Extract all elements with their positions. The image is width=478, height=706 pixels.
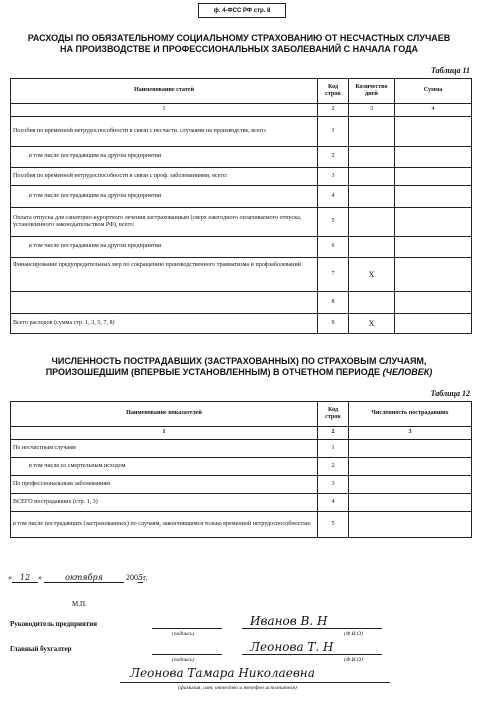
table-row — [11, 476, 472, 494]
t11-colnum-4: 4 — [395, 104, 472, 117]
row-days: Х — [349, 314, 395, 334]
row-code: 5 — [318, 512, 349, 538]
row-sum[interactable] — [395, 186, 472, 208]
row-code: 1 — [318, 117, 349, 147]
table11-title — [10, 33, 468, 55]
t11-colnum-1: 1 — [11, 104, 318, 117]
head-fio-caption: (Ф.И.О) — [344, 631, 363, 637]
row-sum[interactable] — [395, 208, 472, 237]
table-row — [11, 117, 472, 147]
t12-header-code: Код строк — [318, 402, 349, 427]
row-code: 2 — [318, 458, 349, 476]
date-quote-open: « — [8, 573, 12, 582]
table11 — [10, 78, 472, 334]
table11-number: Таблица 11 — [431, 66, 470, 75]
row-days[interactable] — [349, 292, 395, 314]
head-name-line[interactable] — [242, 628, 382, 629]
date-day[interactable]: 12 — [12, 573, 38, 583]
table12-title-unit: (ЧЕЛОВЕК) — [382, 367, 433, 377]
stamp-placeholder: М.П. — [72, 600, 87, 608]
row-name: в том числе пострадавшим на другом предприятии — [11, 186, 318, 208]
row-days[interactable] — [349, 147, 395, 168]
executor-name: Леонова Тамара Николаевна — [130, 666, 315, 680]
row-name: в том числе пострадавших (застрахованных) по случаям, закончившимся только временной нетрудоспособностью — [11, 512, 318, 538]
head-name: Иванов В. Н — [250, 614, 328, 628]
t12-colnum-2: 2 — [318, 427, 349, 440]
row-code: 5 — [318, 208, 349, 237]
row-code: 9 — [318, 314, 349, 334]
table-row — [11, 512, 472, 538]
head-label: Руководитель предприятия — [10, 620, 98, 628]
row-name: Пособия по временной нетрудоспособности в связи с несчастн. случаями на производстве, всего: — [11, 117, 318, 147]
row-sum[interactable] — [395, 117, 472, 147]
table-row — [11, 458, 472, 476]
table11-title-line1: РАСХОДЫ ПО ОБЯЗАТЕЛЬНОМУ СОЦИАЛЬНОМУ СТРАХОВАНИЮ ОТ НЕСЧАСТНЫХ СЛУЧАЕВ — [27, 33, 451, 43]
date-quote-close: » — [38, 573, 42, 582]
row-code: 1 — [318, 440, 349, 458]
row-days: Х — [349, 258, 395, 292]
accountant-name-line[interactable] — [242, 654, 382, 655]
report-date — [8, 573, 147, 583]
table12-title-line2: ПРОИЗОШЕДШИМ (ВПЕРВЫЕ УСТАНОВЛЕННЫМ) В ОТЧЕТНОМ ПЕРИОДЕ — [45, 367, 381, 377]
t12-header-count: Численность пострадавших — [349, 402, 472, 427]
row-code: 4 — [318, 494, 349, 512]
accountant-name: Леонова Т. Н — [250, 640, 334, 654]
table-row — [11, 208, 472, 237]
table11-title-line2: НА ПРОИЗВОДСТВЕ И ПРОФЕССИОНАЛЬНЫХ ЗАБОЛЕВАНИЙ С НАЧАЛА ГОДА — [59, 44, 418, 54]
row-name: в том числе пострадавшим на другом предприятии — [11, 237, 318, 258]
row-name — [11, 292, 318, 314]
date-year-prefix: 200 — [126, 573, 138, 582]
table12 — [10, 401, 472, 538]
row-name: ВСЕГО пострадавших (стр. 1, 3) — [11, 494, 318, 512]
row-name: в том числе пострадавшим на другом предприятии — [11, 147, 318, 168]
t11-header-name: Наименование статей — [11, 79, 318, 104]
row-name: Финансирование предупредительных мер по сокращению производственного травматизма и профзаболеваний — [11, 258, 318, 292]
t11-colnum-2: 2 — [318, 104, 349, 117]
accountant-signature-line[interactable] — [152, 654, 222, 655]
table12-title — [10, 356, 468, 378]
row-sum[interactable] — [395, 292, 472, 314]
row-count[interactable] — [349, 512, 472, 538]
row-code: 8 — [318, 292, 349, 314]
row-count[interactable] — [349, 494, 472, 512]
row-count[interactable] — [349, 458, 472, 476]
row-days[interactable] — [349, 208, 395, 237]
row-code: 2 — [318, 147, 349, 168]
form-code-box — [198, 3, 286, 18]
t11-header-days: Количество дней — [349, 79, 395, 104]
row-name: Всего расходов (сумма стр. 1, 3, 5, 7, 8) — [11, 314, 318, 334]
head-signature-line[interactable] — [152, 628, 222, 629]
accountant-label: Главный бухгалтер — [10, 645, 72, 653]
row-sum[interactable] — [395, 258, 472, 292]
table-row — [11, 440, 472, 458]
t11-colnum-3: 3 — [349, 104, 395, 117]
table-row — [11, 292, 472, 314]
t12-colnum-3: 3 — [349, 427, 472, 440]
row-code: 6 — [318, 237, 349, 258]
table-row — [11, 147, 472, 168]
row-code: 3 — [318, 168, 349, 186]
executor-line[interactable] — [120, 682, 390, 683]
head-signature-caption: (подпись) — [172, 631, 195, 637]
t12-header-name: Наименование показателей — [11, 402, 318, 427]
row-days[interactable] — [349, 168, 395, 186]
row-code: 7 — [318, 258, 349, 292]
row-code: 4 — [318, 186, 349, 208]
date-suffix: г. — [143, 573, 148, 582]
row-days[interactable] — [349, 237, 395, 258]
executor-caption: (фамилия, имя, отчество и телефон исполнителя) — [178, 685, 297, 691]
t11-header-sum: Сумма — [395, 79, 472, 104]
row-days[interactable] — [349, 117, 395, 147]
date-month[interactable]: октября — [44, 573, 124, 583]
row-sum[interactable] — [395, 237, 472, 258]
accountant-signature-caption: (подпись) — [172, 657, 195, 663]
table12-title-line1: ЧИСЛЕННОСТЬ ПОСТРАДАВШИХ (ЗАСТРАХОВАННЫХ) ПО СТРАХОВЫМ СЛУЧАЯМ, — [51, 356, 427, 366]
accountant-fio-caption: (Ф.И.О) — [344, 657, 363, 663]
row-name: По несчастным случаям — [11, 440, 318, 458]
row-name: Оплата отпуска для санаторно-курортного лечения застрахованным (сверх ежегодного оплачиваемого отпуска, установленного законодательством РФ), всего: — [11, 208, 318, 237]
row-name: в том числе со смертельным исходом — [11, 458, 318, 476]
date-year-digit[interactable]: 5 — [138, 573, 144, 582]
table-row — [11, 494, 472, 512]
row-count[interactable] — [349, 440, 472, 458]
t12-colnum-1: 1 — [11, 427, 318, 440]
row-sum[interactable] — [395, 147, 472, 168]
row-sum[interactable] — [395, 314, 472, 334]
table-row — [11, 258, 472, 292]
row-name: Пособия по временной нетрудоспособности в связи с проф. заболеваниями, всего: — [11, 168, 318, 186]
form-code: ф. 4-ФСС РФ стр. 8 — [213, 7, 271, 14]
table-row — [11, 314, 472, 334]
table-row — [11, 168, 472, 186]
table-row — [11, 186, 472, 208]
table-row — [11, 237, 472, 258]
t11-header-code: Код строк — [318, 79, 349, 104]
row-sum[interactable] — [395, 168, 472, 186]
row-code: 3 — [318, 476, 349, 494]
row-count[interactable] — [349, 476, 472, 494]
row-name: По профессиональным заболеваниям — [11, 476, 318, 494]
table12-number: Таблица 12 — [430, 389, 470, 398]
row-days[interactable] — [349, 186, 395, 208]
